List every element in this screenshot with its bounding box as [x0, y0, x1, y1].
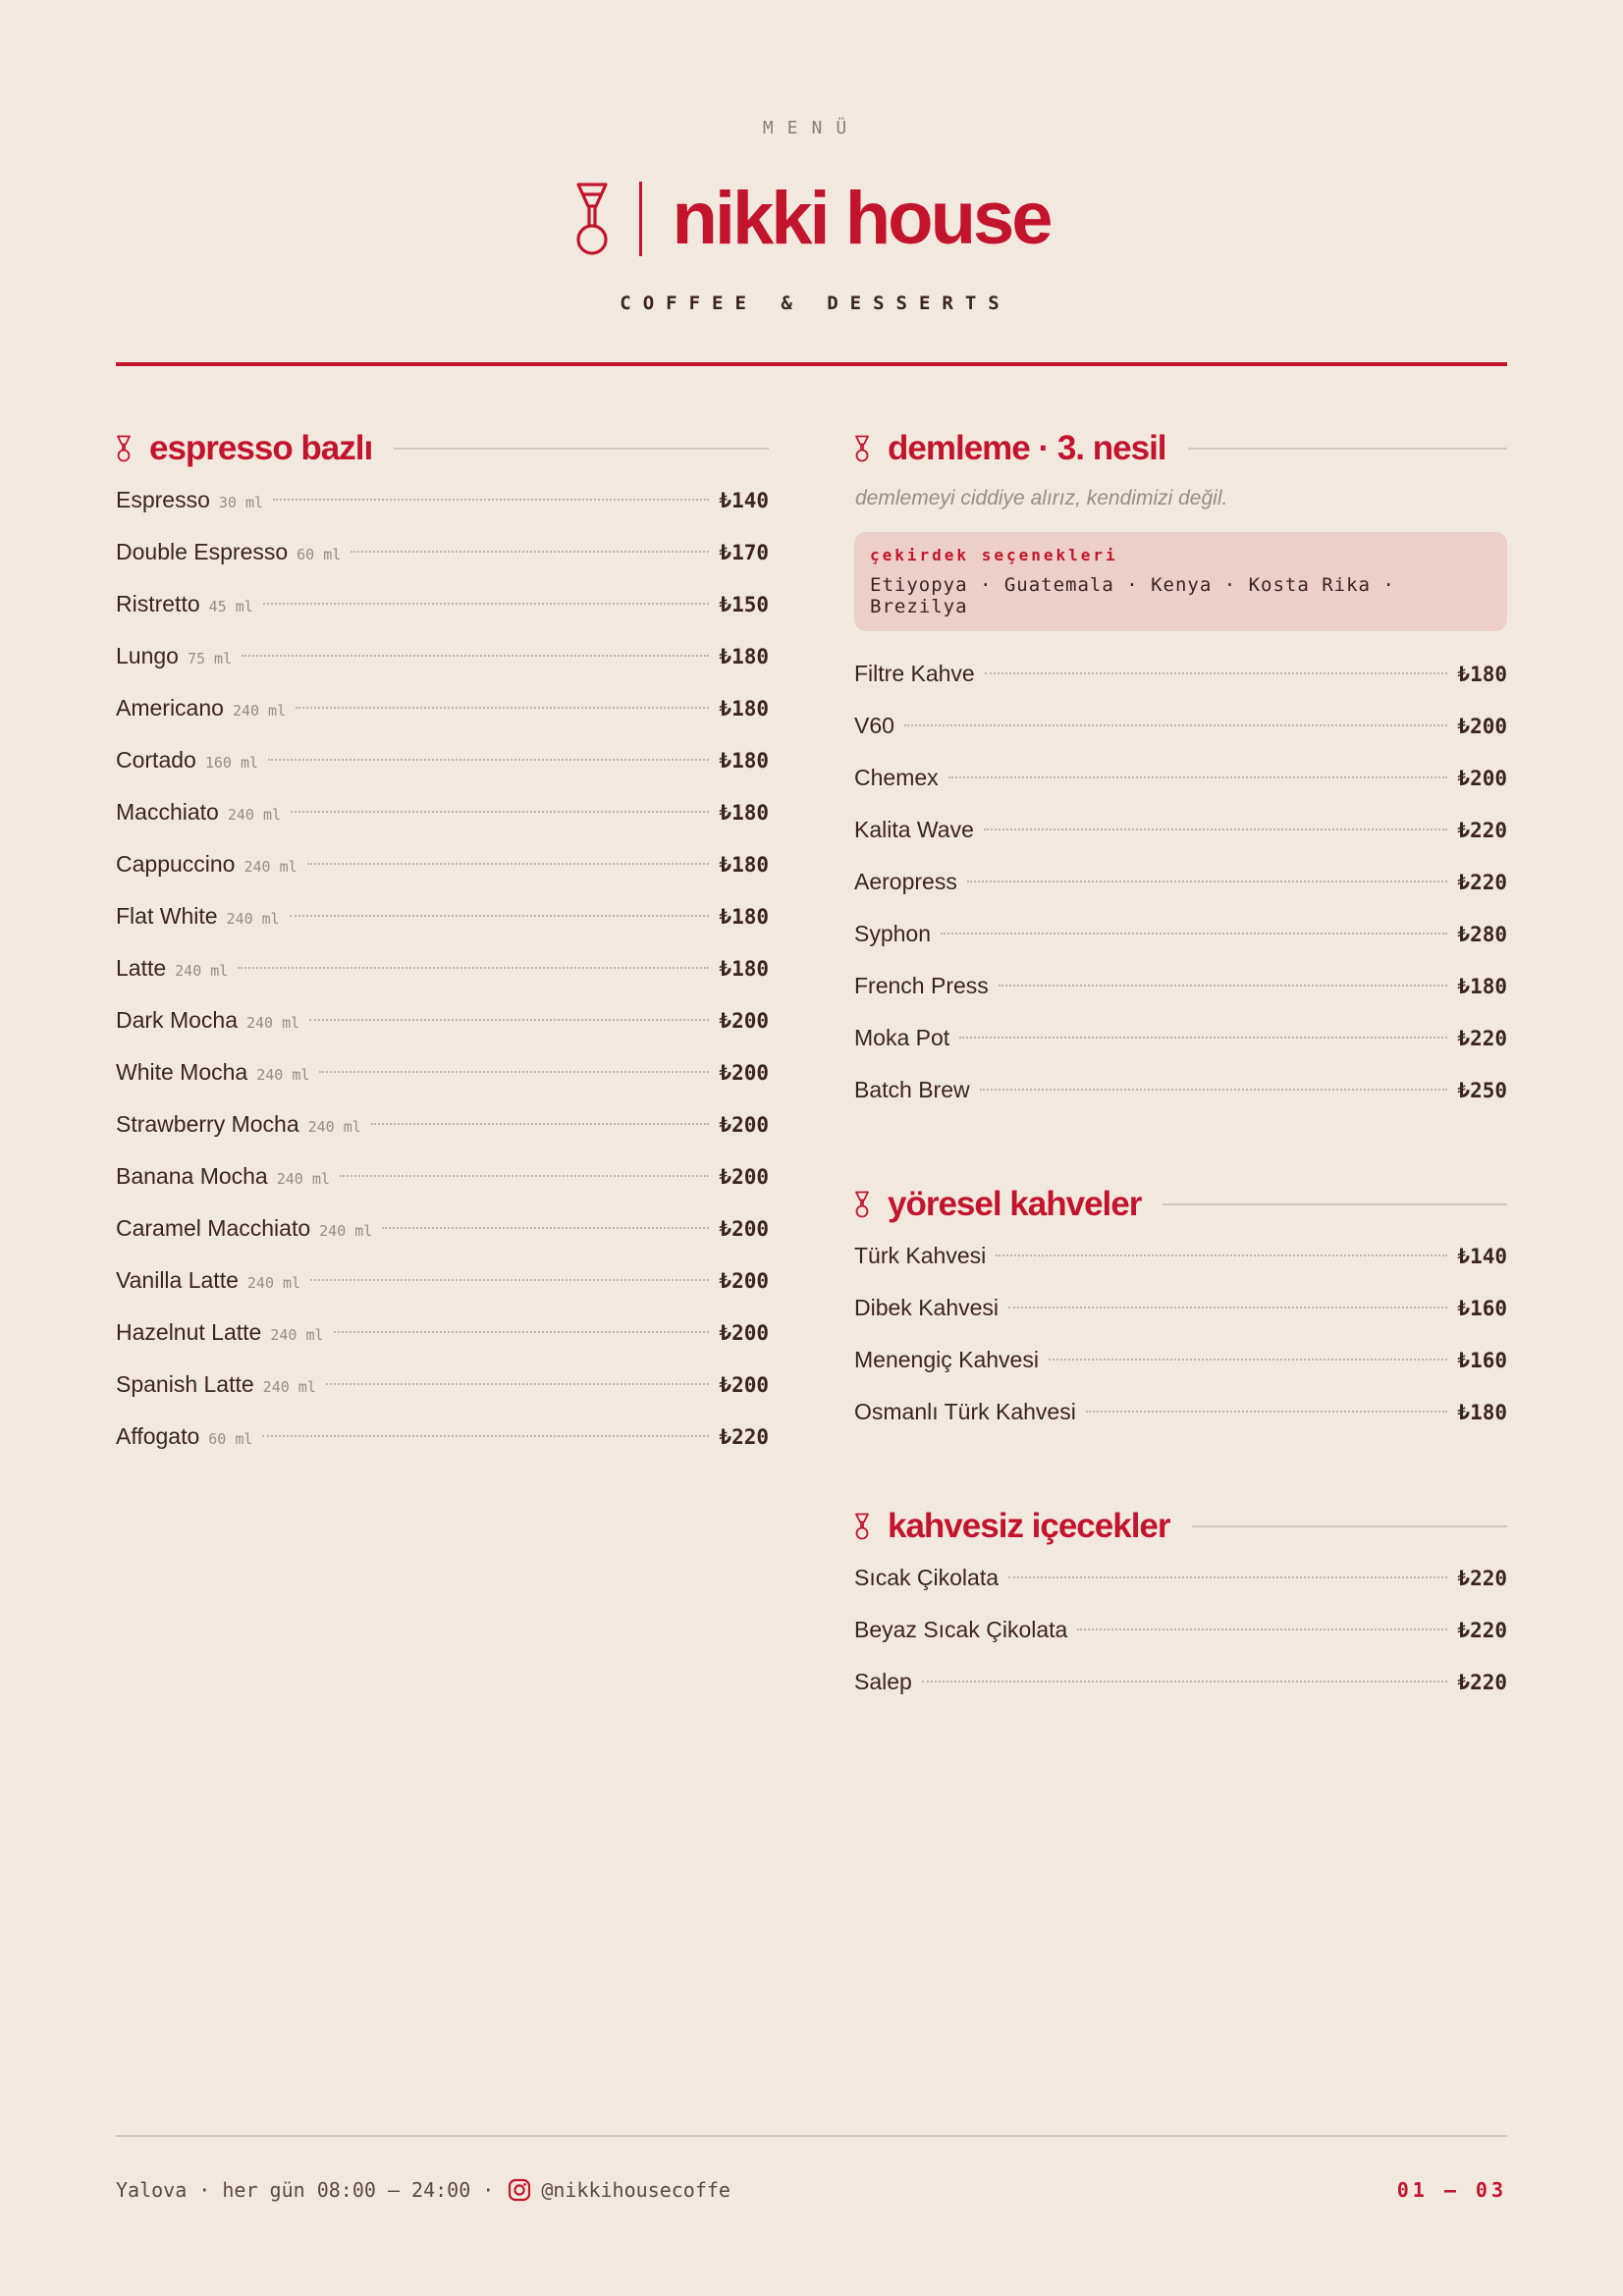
item-price: ₺160	[1457, 1297, 1507, 1320]
item-volume: 60 ml	[297, 546, 342, 563]
menu-item	[116, 1319, 769, 1371]
item-volume: 160 ml	[204, 754, 259, 772]
menu-label: MENÜ	[762, 118, 861, 138]
dot-leader	[291, 811, 709, 813]
item-price: ₺200	[1457, 767, 1507, 790]
dot-leader	[262, 1435, 709, 1437]
item-name: White Mocha	[116, 1059, 248, 1085]
menu-item	[116, 695, 769, 747]
item-name: Salep	[854, 1669, 912, 1694]
bean-options-title: çekirdek seçenekleri	[870, 546, 1118, 564]
dot-leader	[1077, 1629, 1447, 1630]
item-volume: 30 ml	[218, 494, 264, 511]
menu-item	[116, 487, 769, 539]
item-price: ₺200	[719, 1165, 769, 1189]
menu-item	[116, 747, 769, 799]
item-price: ₺220	[1457, 1567, 1507, 1590]
section-note: demlemeyi ciddiye alırız, kendimizi değil.	[855, 487, 1228, 509]
item-volume: 240 ml	[226, 910, 280, 928]
item-price: ₺220	[1457, 1027, 1507, 1050]
item-name: Kalita Wave	[854, 817, 974, 842]
section-espresso	[116, 422, 769, 1475]
item-name: Spanish Latte	[116, 1371, 254, 1397]
portafilter-icon	[854, 435, 870, 462]
item-name: Ristretto	[116, 591, 200, 616]
item-volume: 240 ml	[262, 1378, 316, 1396]
menu-item	[854, 661, 1507, 713]
menu-item	[116, 1059, 769, 1111]
menu-item	[854, 817, 1507, 869]
item-price: ₺180	[719, 645, 769, 668]
brand-name: nikki house	[672, 177, 1051, 260]
section-rule	[1163, 1203, 1507, 1205]
menu-item	[854, 921, 1507, 973]
dot-leader	[242, 655, 709, 657]
item-name: Aeropress	[854, 869, 957, 894]
menu-item	[116, 955, 769, 1007]
portafilter-icon	[116, 435, 132, 462]
dot-leader	[984, 828, 1448, 830]
menu-item	[116, 799, 769, 851]
item-price: ₺140	[719, 489, 769, 512]
item-volume: 45 ml	[208, 598, 253, 615]
item-price: ₺220	[1457, 1671, 1507, 1694]
item-volume: 240 ml	[276, 1170, 330, 1188]
item-name: Macchiato	[116, 799, 219, 825]
dot-leader	[922, 1681, 1448, 1682]
item-name: Dibek Kahvesi	[854, 1295, 1000, 1320]
menu-item	[116, 1267, 769, 1319]
section-title: demleme · 3. nesil	[888, 429, 1166, 467]
menu-item	[854, 1347, 1507, 1399]
menu-item	[854, 1295, 1507, 1347]
menu-item	[854, 1077, 1507, 1129]
item-price: ₺200	[719, 1009, 769, 1033]
item-price: ₺220	[1457, 1619, 1507, 1642]
menu-item	[116, 1423, 769, 1475]
item-volume: 240 ml	[246, 1274, 301, 1292]
item-price: ₺250	[1457, 1079, 1507, 1102]
item-name: Vanilla Latte	[116, 1267, 239, 1293]
item-volume: 240 ml	[227, 806, 282, 824]
menu-item	[854, 765, 1507, 817]
dot-leader	[296, 707, 709, 709]
section-header	[854, 422, 1507, 475]
item-name: V60	[854, 713, 894, 738]
item-list	[854, 661, 1507, 1129]
item-name: Lungo	[116, 643, 179, 668]
item-price: ₺180	[719, 697, 769, 721]
item-volume: 240 ml	[243, 858, 298, 876]
dot-leader	[999, 985, 1448, 987]
item-price: ₺200	[719, 1321, 769, 1345]
dot-leader	[273, 499, 709, 501]
dot-leader	[996, 1255, 1447, 1256]
dot-leader	[904, 724, 1447, 726]
item-price: ₺180	[1457, 663, 1507, 686]
dot-leader	[326, 1383, 710, 1385]
menu-item	[854, 1025, 1507, 1077]
item-list	[854, 1243, 1507, 1451]
item-volume: 240 ml	[232, 702, 287, 720]
section-rule	[1188, 448, 1507, 450]
section-regional	[854, 1178, 1507, 1451]
left-column	[116, 422, 769, 1524]
menu-item	[854, 1243, 1507, 1295]
item-name: Cappuccino	[116, 851, 236, 877]
item-volume: 60 ml	[208, 1430, 253, 1448]
item-name: Moka Pot	[854, 1025, 950, 1050]
dot-leader	[310, 1279, 709, 1281]
item-price: ₺180	[1457, 1401, 1507, 1424]
item-name: Batch Brew	[854, 1077, 970, 1102]
item-volume: 240 ml	[245, 1014, 300, 1032]
footer-info: Yalova · her gün 08:00 – 24:00 ·	[116, 2178, 495, 2202]
menu-item	[854, 869, 1507, 921]
dot-leader	[967, 881, 1448, 882]
item-volume: 240 ml	[270, 1326, 324, 1344]
menu-item	[116, 1371, 769, 1423]
item-price: ₺180	[719, 905, 769, 929]
item-name: Latte	[116, 955, 167, 981]
section-title: espresso bazlı	[149, 429, 373, 467]
item-price: ₺220	[1457, 871, 1507, 894]
item-name: Flat White	[116, 903, 218, 929]
dot-leader	[371, 1123, 710, 1125]
item-name: Türk Kahvesi	[854, 1243, 987, 1268]
dot-leader	[1049, 1359, 1447, 1361]
item-price: ₺220	[1457, 819, 1507, 842]
dot-leader	[985, 672, 1448, 674]
item-name: Beyaz Sıcak Çikolata	[854, 1617, 1068, 1642]
item-list	[854, 1565, 1507, 1721]
dot-leader	[351, 551, 709, 553]
section-header	[116, 422, 769, 475]
menu-item	[116, 1111, 769, 1163]
item-volume: 240 ml	[319, 1222, 373, 1240]
item-name: Filtre Kahve	[854, 661, 975, 686]
section-brew	[854, 422, 1507, 1129]
item-price: ₺170	[719, 541, 769, 564]
dot-leader	[319, 1071, 709, 1073]
dot-leader	[1086, 1411, 1448, 1413]
item-name: Dark Mocha	[116, 1007, 238, 1033]
menu-item	[116, 1007, 769, 1059]
section-noncoffee	[854, 1500, 1507, 1721]
item-price: ₺200	[1457, 715, 1507, 738]
item-price: ₺180	[719, 749, 769, 773]
menu-item	[116, 591, 769, 643]
footer-divider	[116, 2135, 1507, 2137]
item-list	[116, 487, 769, 1475]
item-name: Chemex	[854, 765, 939, 790]
dot-leader	[309, 1019, 709, 1021]
footer	[116, 2175, 1507, 2205]
dot-leader	[1008, 1576, 1447, 1578]
menu-item	[116, 851, 769, 903]
item-volume: 240 ml	[175, 962, 229, 980]
menu-item	[854, 1565, 1507, 1617]
dot-leader	[334, 1331, 710, 1333]
item-name: French Press	[854, 973, 989, 998]
header-divider	[116, 362, 1507, 366]
item-price: ₺150	[719, 593, 769, 616]
item-name: Menengiç Kahvesi	[854, 1347, 1039, 1372]
menu-item	[116, 1215, 769, 1267]
item-price: ₺180	[719, 853, 769, 877]
dot-leader	[238, 967, 709, 969]
item-volume: 240 ml	[256, 1066, 310, 1084]
item-name: Strawberry Mocha	[116, 1111, 299, 1137]
item-volume: 75 ml	[187, 650, 233, 667]
item-price: ₺280	[1457, 923, 1507, 946]
item-volume: 240 ml	[307, 1118, 361, 1136]
dot-leader	[340, 1175, 710, 1177]
item-name: Osmanlı Türk Kahvesi	[854, 1399, 1076, 1424]
section-title: yöresel kahveler	[888, 1185, 1142, 1223]
item-price: ₺180	[1457, 975, 1507, 998]
dot-leader	[382, 1227, 709, 1229]
right-column	[854, 422, 1507, 1770]
menu-item	[854, 1617, 1507, 1669]
item-price: ₺140	[1457, 1245, 1507, 1268]
item-price: ₺160	[1457, 1349, 1507, 1372]
item-price: ₺220	[719, 1425, 769, 1449]
menu-item	[854, 1399, 1507, 1451]
portafilter-icon	[854, 1191, 870, 1218]
section-header	[854, 1500, 1507, 1553]
portafilter-icon	[854, 1513, 870, 1540]
brand-lockup	[0, 175, 1623, 263]
menu-item	[854, 713, 1507, 765]
dot-leader	[307, 863, 710, 865]
dot-leader	[948, 776, 1448, 778]
menu-item	[116, 539, 769, 591]
item-price: ₺200	[719, 1269, 769, 1293]
section-rule	[394, 448, 769, 450]
item-name: Sıcak Çikolata	[854, 1565, 1000, 1590]
menu-item	[854, 973, 1507, 1025]
item-name: Double Espresso	[116, 539, 289, 564]
portafilter-icon	[572, 181, 612, 257]
item-name: Syphon	[854, 921, 932, 946]
section-header	[854, 1178, 1507, 1231]
menu-item	[116, 643, 769, 695]
item-price: ₺200	[719, 1061, 769, 1085]
item-name: Caramel Macchiato	[116, 1215, 311, 1241]
item-name: Affogato	[116, 1423, 200, 1449]
dot-leader	[959, 1037, 1447, 1039]
bean-options-list: Etiyopya · Guatemala · Kenya · Kosta Rika · Brezilya	[870, 574, 1395, 617]
menu-item	[116, 903, 769, 955]
instagram-icon	[508, 2178, 531, 2202]
item-price: ₺200	[719, 1113, 769, 1137]
bean-options-box	[854, 532, 1507, 631]
brand-tagline: COFFEE & DESSERTS	[620, 293, 1011, 314]
item-price: ₺180	[719, 957, 769, 981]
item-name: Americano	[116, 695, 224, 721]
item-name: Cortado	[116, 747, 196, 773]
menu-item	[854, 1669, 1507, 1721]
item-price: ₺200	[719, 1217, 769, 1241]
instagram-handle[interactable]: @nikkihousecoffe	[541, 2178, 730, 2202]
section-title: kahvesiz içecekler	[888, 1507, 1170, 1545]
dot-leader	[263, 603, 710, 605]
item-name: Banana Mocha	[116, 1163, 268, 1189]
item-price: ₺180	[719, 801, 769, 825]
dot-leader	[290, 915, 710, 917]
page-number: 01 — 03	[1396, 2178, 1507, 2202]
item-name: Hazelnut Latte	[116, 1319, 262, 1345]
dot-leader	[1008, 1307, 1447, 1308]
dot-leader	[268, 759, 709, 761]
dot-leader	[941, 933, 1447, 934]
menu-item	[116, 1163, 769, 1215]
dot-leader	[980, 1089, 1448, 1091]
section-rule	[1192, 1525, 1507, 1527]
item-name: Espresso	[116, 487, 210, 512]
item-price: ₺200	[719, 1373, 769, 1397]
brand-divider	[639, 182, 642, 256]
